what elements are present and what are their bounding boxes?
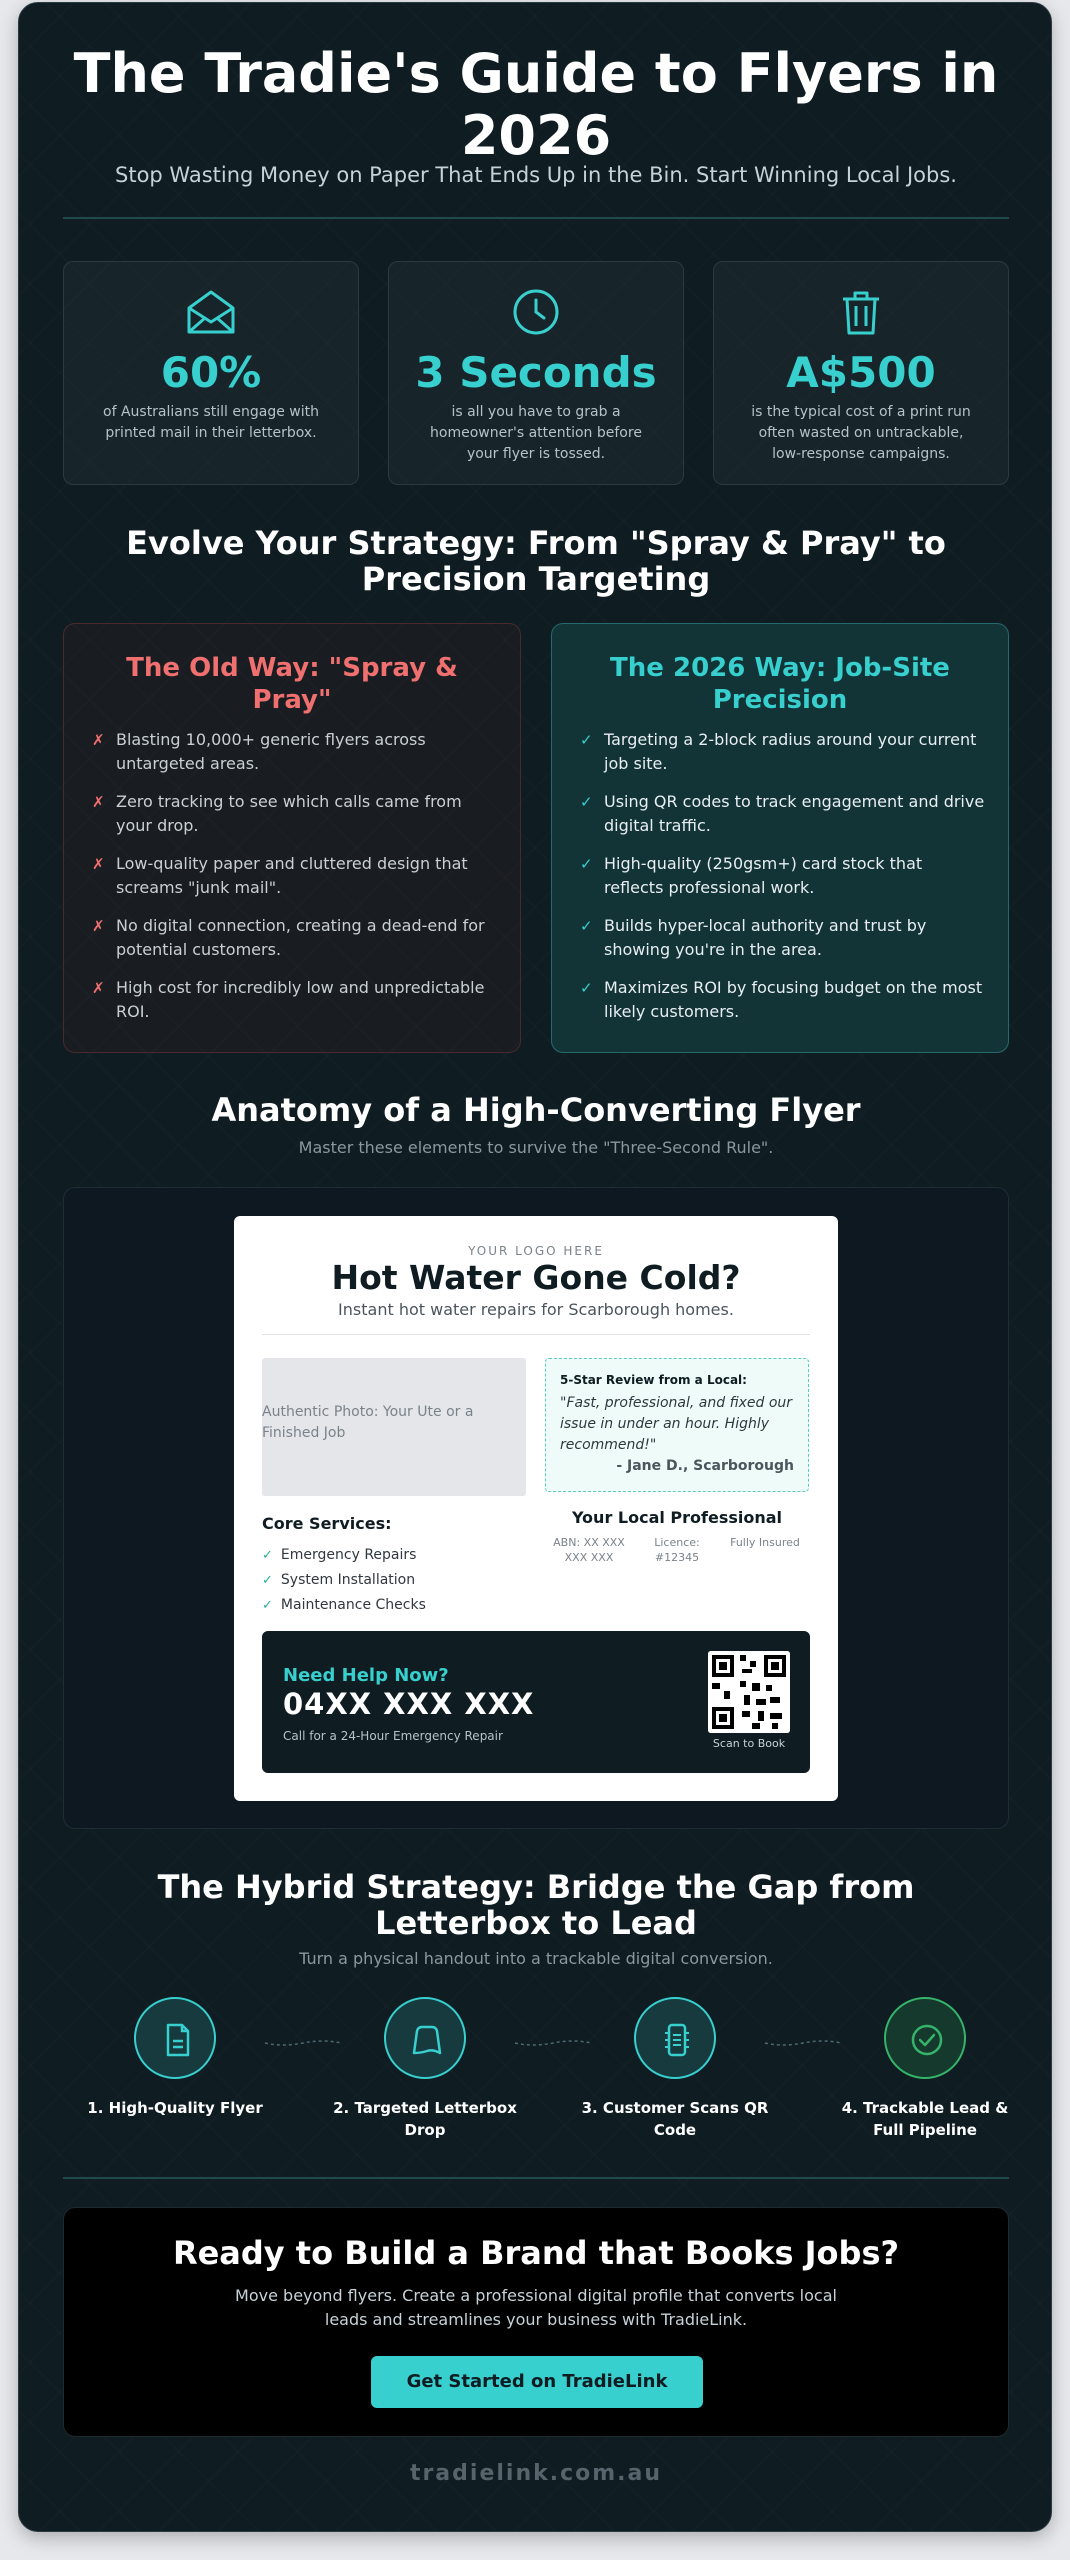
new-way-card bbox=[551, 623, 1009, 1053]
professional-title: Your Local Professional bbox=[571, 1508, 783, 1527]
step-2 bbox=[330, 1997, 520, 2141]
check-icon: ✓ bbox=[580, 855, 593, 873]
cross-icon: ✗ bbox=[92, 979, 105, 997]
get-started-button[interactable]: Get Started on TradieLink bbox=[371, 2356, 703, 2408]
old-way-list bbox=[92, 728, 498, 1038]
licence-text: Licence: #12345 bbox=[654, 1536, 700, 1564]
list-item: ✓ Targeting a 2-block radius around your current job site. bbox=[580, 730, 977, 773]
list-item: ✗ High cost for incredibly low and unpredictable ROI. bbox=[92, 978, 485, 1021]
flyer-divider bbox=[262, 1334, 810, 1335]
anatomy-subheading: Master these elements to survive the "Three-Second Rule". bbox=[298, 1138, 774, 1157]
stat-card bbox=[713, 261, 1009, 485]
list-item: ✓ Maximizes ROI by focusing budget on the most likely customers. bbox=[580, 978, 983, 1021]
mailbox-icon bbox=[408, 2021, 446, 2059]
anatomy-panel bbox=[63, 1187, 1009, 1829]
phone-icon bbox=[658, 2021, 696, 2059]
stat-value: 3 Seconds bbox=[415, 348, 657, 397]
review-title: 5-Star Review from a Local: bbox=[560, 1373, 747, 1387]
check-icon: ✓ bbox=[262, 1598, 273, 1613]
stat-description: is the typical cost of a print run often wasted on untrackable, low-response campaigns. bbox=[751, 404, 971, 462]
step-label: 3. Customer Scans QR Code bbox=[581, 2099, 769, 2139]
step-circle bbox=[384, 1997, 466, 2079]
old-way-card bbox=[63, 623, 521, 1053]
list-item: ✗ Blasting 10,000+ generic flyers across untargeted areas. bbox=[92, 730, 426, 773]
infographic-frame bbox=[18, 2, 1052, 2532]
insured-text: Fully Insured bbox=[730, 1536, 800, 1549]
step-circle bbox=[884, 1997, 966, 2079]
step-1 bbox=[80, 1997, 270, 2119]
phone-number: 04XX XXX XXX bbox=[283, 1687, 535, 1721]
credentials bbox=[545, 1535, 809, 1565]
core-services-title: Core Services: bbox=[262, 1514, 392, 1533]
cta-caption: Call for a 24-Hour Emergency Repair bbox=[283, 1729, 503, 1743]
footer-url[interactable]: tradielink.com.au bbox=[409, 2461, 663, 2486]
new-way-list bbox=[580, 728, 986, 1038]
core-services bbox=[262, 1514, 526, 1618]
divider bbox=[63, 217, 1009, 219]
document-icon bbox=[158, 2021, 196, 2059]
list-item: ✓ High-quality (250gsm+) card stock that reflects professional work. bbox=[580, 854, 923, 897]
local-professional bbox=[545, 1508, 809, 1565]
step-circle bbox=[634, 1997, 716, 2079]
page-subtitle: Stop Wasting Money on Paper That Ends Up in the Bin. Start Winning Local Jobs. bbox=[115, 163, 957, 187]
flyer-call-to-action bbox=[262, 1631, 810, 1773]
cross-icon: ✗ bbox=[92, 917, 105, 935]
hybrid-subheading: Turn a physical handout into a trackable digital conversion. bbox=[299, 1949, 773, 1968]
envelope-icon bbox=[185, 286, 237, 338]
list-item: ✓ Builds hyper-local authority and trust by showing you're in the area. bbox=[580, 916, 927, 959]
step-circle bbox=[134, 1997, 216, 2079]
flyer-logo-placeholder: YOUR LOGO HERE bbox=[468, 1244, 604, 1258]
photo-caption: Authentic Photo: Your Ute or a Finished Job bbox=[262, 1404, 474, 1441]
cross-icon: ✗ bbox=[92, 731, 105, 749]
stat-card bbox=[63, 261, 359, 485]
check-circle-icon bbox=[908, 2021, 946, 2059]
review-box bbox=[545, 1358, 809, 1492]
cta-body: Move beyond flyers. Create a professional digital profile that converts local leads and streamlines your business with TradieLink. bbox=[235, 2286, 837, 2329]
flyer-subhead: Instant hot water repairs for Scarborough homes. bbox=[338, 1300, 734, 1319]
check-icon: ✓ bbox=[580, 979, 593, 997]
list-item: ✓ Maintenance Checks bbox=[262, 1597, 426, 1613]
step-label: 2. Targeted Letterbox Drop bbox=[333, 2099, 517, 2139]
check-icon: ✓ bbox=[262, 1548, 273, 1563]
cta-heading: Need Help Now? bbox=[283, 1665, 449, 1686]
list-item: ✗ Low-quality paper and cluttered design that screams "junk mail". bbox=[92, 854, 468, 897]
list-item: ✗ Zero tracking to see which calls came from your drop. bbox=[92, 792, 462, 835]
list-item: ✓ Using QR codes to track engagement and drive digital traffic. bbox=[580, 792, 985, 835]
list-item: ✓ System Installation bbox=[262, 1572, 416, 1588]
photo-placeholder bbox=[262, 1358, 526, 1496]
sample-flyer bbox=[234, 1216, 838, 1801]
list-item: ✓ Emergency Repairs bbox=[262, 1547, 417, 1563]
page-title: The Tradie's Guide to Flyers in 2026 bbox=[73, 42, 999, 168]
stat-description: is all you have to grab a homeowner's attention before your flyer is tossed. bbox=[430, 404, 642, 462]
stat-description: of Australians still engage with printed mail in their letterbox. bbox=[103, 404, 319, 441]
qr-label: Scan to Book bbox=[712, 1737, 786, 1750]
strategy-heading: Evolve Your Strategy: From "Spray & Pray" to Precision Targeting bbox=[126, 524, 946, 598]
check-icon: ✓ bbox=[580, 731, 593, 749]
flyer-headline: Hot Water Gone Cold? bbox=[331, 1258, 741, 1297]
review-author: - Jane D., Scarborough bbox=[616, 1458, 794, 1474]
check-icon: ✓ bbox=[262, 1573, 273, 1588]
step-3 bbox=[580, 1997, 770, 2141]
qr-code-icon bbox=[708, 1651, 790, 1733]
cta-heading: Ready to Build a Brand that Books Jobs? bbox=[172, 2234, 900, 2272]
final-cta-panel bbox=[63, 2207, 1009, 2437]
review-quote: "Fast, professional, and fixed our issue in under an hour. Highly recommend!" bbox=[560, 1395, 793, 1453]
list-item: ✗ No digital connection, creating a dead-end for potential customers. bbox=[92, 916, 485, 959]
check-icon: ✓ bbox=[580, 793, 593, 811]
divider bbox=[63, 2177, 1009, 2179]
content bbox=[63, 3, 1009, 2533]
step-label: 1. High-Quality Flyer bbox=[87, 2099, 263, 2117]
anatomy-heading: Anatomy of a High-Converting Flyer bbox=[211, 1091, 861, 1129]
stat-value: 60% bbox=[160, 348, 262, 397]
step-label: 4. Trackable Lead & Full Pipeline bbox=[841, 2099, 1009, 2139]
step-4 bbox=[830, 1997, 1020, 2141]
check-icon: ✓ bbox=[580, 917, 593, 935]
stat-card bbox=[388, 261, 684, 485]
abn-text: ABN: XX XXX XXX XXX bbox=[553, 1536, 625, 1564]
clock-icon bbox=[510, 286, 562, 338]
trash-icon bbox=[835, 286, 887, 338]
cross-icon: ✗ bbox=[92, 855, 105, 873]
new-way-title: The 2026 Way: Job-Site Precision bbox=[610, 653, 950, 715]
stat-value: A$500 bbox=[786, 348, 936, 397]
hybrid-heading: The Hybrid Strategy: Bridge the Gap from Letterbox to Lead bbox=[157, 1868, 915, 1942]
old-way-title: The Old Way: "Spray & Pray" bbox=[126, 653, 458, 715]
cross-icon: ✗ bbox=[92, 793, 105, 811]
